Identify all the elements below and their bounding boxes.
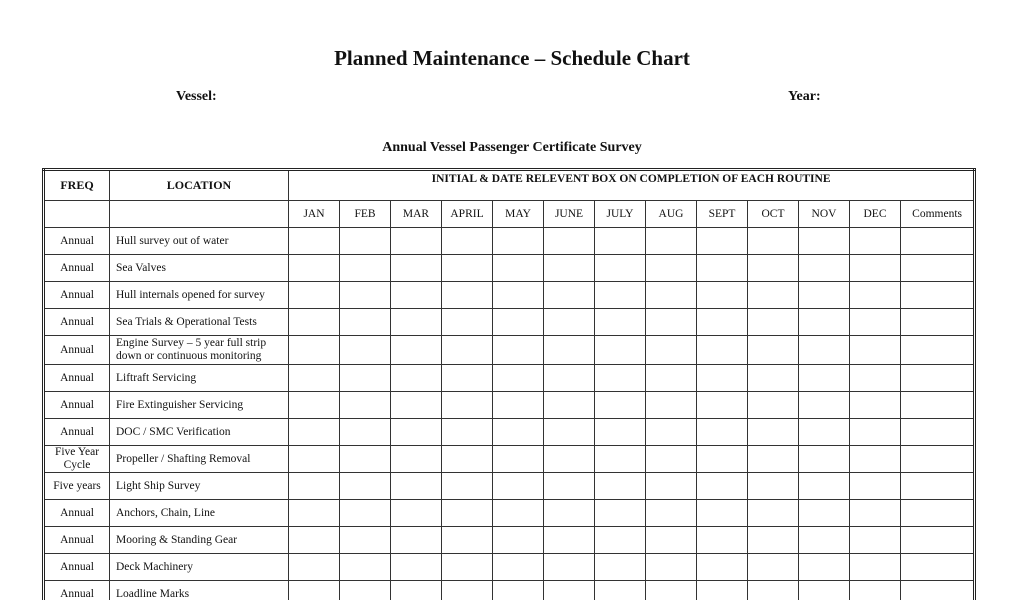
month-entry-cell-july[interactable]	[595, 527, 646, 554]
month-entry-cell-may[interactable]	[493, 392, 544, 419]
table-row	[44, 419, 975, 446]
month-entry-cell-dec[interactable]	[850, 419, 901, 446]
schedule-table	[42, 168, 976, 600]
month-entry-cell-aug[interactable]	[646, 336, 697, 365]
month-entry-cell-oct[interactable]	[748, 419, 799, 446]
month-entry-cell-june[interactable]	[544, 228, 595, 255]
month-entry-cell-mar[interactable]	[391, 228, 442, 255]
month-entry-cell-oct[interactable]	[748, 336, 799, 365]
month-entry-cell-mar[interactable]	[391, 309, 442, 336]
month-entry-cell-aug[interactable]	[646, 309, 697, 336]
month-entry-cell-oct[interactable]	[748, 581, 799, 600]
month-entry-cell-nov[interactable]	[799, 255, 850, 282]
month-entry-cell-may[interactable]	[493, 255, 544, 282]
month-entry-cell-july[interactable]	[595, 446, 646, 473]
month-entry-cell-june[interactable]	[544, 336, 595, 365]
comments-cell[interactable]	[901, 473, 975, 500]
month-entry-cell-june[interactable]	[544, 446, 595, 473]
month-entry-cell-nov[interactable]	[799, 282, 850, 309]
month-entry-cell-july[interactable]	[595, 554, 646, 581]
month-entry-cell-oct[interactable]	[748, 392, 799, 419]
month-entry-cell-feb[interactable]	[340, 365, 391, 392]
month-entry-cell-april[interactable]	[442, 581, 493, 600]
month-entry-cell-dec[interactable]	[850, 228, 901, 255]
month-entry-cell-oct[interactable]	[748, 500, 799, 527]
month-entry-cell-dec[interactable]	[850, 365, 901, 392]
month-entry-cell-may[interactable]	[493, 228, 544, 255]
month-entry-cell-may[interactable]	[493, 365, 544, 392]
table-row	[44, 336, 975, 365]
month-entry-cell-mar[interactable]	[391, 500, 442, 527]
month-entry-cell-april[interactable]	[442, 392, 493, 419]
month-entry-cell-mar[interactable]	[391, 282, 442, 309]
month-header-mar: MAR	[391, 201, 442, 228]
month-entry-cell-sept[interactable]	[697, 581, 748, 600]
month-entry-cell-jan[interactable]	[289, 554, 340, 581]
month-entry-cell-aug[interactable]	[646, 419, 697, 446]
month-entry-cell-jan[interactable]	[289, 365, 340, 392]
month-entry-cell-feb[interactable]	[340, 581, 391, 600]
month-entry-cell-mar[interactable]	[391, 554, 442, 581]
frequency-cell: Five years	[44, 473, 110, 500]
frequency-cell: Annual	[44, 309, 110, 336]
month-entry-cell-feb[interactable]	[340, 228, 391, 255]
month-entry-cell-dec[interactable]	[850, 473, 901, 500]
month-entry-cell-feb[interactable]	[340, 500, 391, 527]
table-row	[44, 446, 975, 473]
header-row	[44, 170, 975, 201]
month-entry-cell-aug[interactable]	[646, 365, 697, 392]
comments-cell[interactable]	[901, 500, 975, 527]
month-entry-cell-april[interactable]	[442, 500, 493, 527]
month-entry-cell-nov[interactable]	[799, 336, 850, 365]
month-entry-cell-july[interactable]	[595, 392, 646, 419]
location-header: LOCATION	[110, 170, 289, 201]
month-entry-cell-feb[interactable]	[340, 419, 391, 446]
month-entry-cell-dec[interactable]	[850, 554, 901, 581]
frequency-cell: Annual	[44, 419, 110, 446]
month-entry-cell-nov[interactable]	[799, 365, 850, 392]
table-row	[44, 309, 975, 336]
month-entry-cell-june[interactable]	[544, 473, 595, 500]
year-label: Year:	[788, 89, 821, 104]
month-entry-cell-july[interactable]	[595, 255, 646, 282]
month-entry-cell-jan[interactable]	[289, 392, 340, 419]
month-entry-cell-may[interactable]	[493, 554, 544, 581]
month-entry-cell-may[interactable]	[493, 309, 544, 336]
month-entry-cell-nov[interactable]	[799, 446, 850, 473]
month-entry-cell-mar[interactable]	[391, 392, 442, 419]
month-entry-cell-jan[interactable]	[289, 309, 340, 336]
month-entry-cell-june[interactable]	[544, 581, 595, 600]
month-entry-cell-april[interactable]	[442, 554, 493, 581]
month-entry-cell-oct[interactable]	[748, 446, 799, 473]
frequency-cell: Annual	[44, 554, 110, 581]
freq-header: FREQ	[44, 170, 110, 201]
month-header-may: MAY	[493, 201, 544, 228]
month-header-oct: OCT	[748, 201, 799, 228]
month-entry-cell-oct[interactable]	[748, 527, 799, 554]
frequency-cell: Annual	[44, 336, 110, 365]
month-entry-cell-aug[interactable]	[646, 255, 697, 282]
month-entry-cell-jan[interactable]	[289, 336, 340, 365]
month-entry-cell-feb[interactable]	[340, 336, 391, 365]
location-cell: Fire Extinguisher Servicing	[110, 392, 289, 419]
month-entry-cell-sept[interactable]	[697, 309, 748, 336]
month-entry-cell-april[interactable]	[442, 419, 493, 446]
month-entry-cell-dec[interactable]	[850, 500, 901, 527]
month-entry-cell-june[interactable]	[544, 365, 595, 392]
month-entry-cell-feb[interactable]	[340, 309, 391, 336]
month-entry-cell-mar[interactable]	[391, 527, 442, 554]
month-entry-cell-jan[interactable]	[289, 473, 340, 500]
month-entry-cell-july[interactable]	[595, 309, 646, 336]
table-row	[44, 527, 975, 554]
table-row	[44, 392, 975, 419]
month-entry-cell-june[interactable]	[544, 282, 595, 309]
month-entry-cell-nov[interactable]	[799, 527, 850, 554]
month-entry-cell-april[interactable]	[442, 365, 493, 392]
vessel-label: Vessel:	[176, 89, 217, 104]
month-entry-cell-feb[interactable]	[340, 282, 391, 309]
location-cell: Hull internals opened for survey	[110, 282, 289, 309]
location-cell: Sea Trials & Operational Tests	[110, 309, 289, 336]
instruction-header: INITIAL & DATE RELEVENT BOX ON COMPLETION OF EACH ROUTINE	[289, 170, 975, 201]
month-entry-cell-june[interactable]	[544, 554, 595, 581]
table-row	[44, 500, 975, 527]
month-entry-cell-sept[interactable]	[697, 473, 748, 500]
month-entry-cell-oct[interactable]	[748, 365, 799, 392]
location-subheader-empty	[110, 201, 289, 228]
month-entry-cell-sept[interactable]	[697, 392, 748, 419]
month-entry-cell-sept[interactable]	[697, 554, 748, 581]
comments-cell[interactable]	[901, 392, 975, 419]
month-entry-cell-july[interactable]	[595, 365, 646, 392]
month-entry-cell-aug[interactable]	[646, 581, 697, 600]
month-entry-cell-dec[interactable]	[850, 309, 901, 336]
comments-cell[interactable]	[901, 336, 975, 365]
month-entry-cell-sept[interactable]	[697, 282, 748, 309]
page-title: Planned Maintenance – Schedule Chart	[334, 46, 690, 70]
comments-cell[interactable]	[901, 419, 975, 446]
month-entry-cell-may[interactable]	[493, 500, 544, 527]
comments-cell[interactable]	[901, 309, 975, 336]
month-entry-cell-jan[interactable]	[289, 255, 340, 282]
location-cell: Sea Valves	[110, 255, 289, 282]
month-entry-cell-nov[interactable]	[799, 309, 850, 336]
month-entry-cell-sept[interactable]	[697, 365, 748, 392]
month-entry-cell-april[interactable]	[442, 282, 493, 309]
location-cell: Deck Machinery	[110, 554, 289, 581]
month-entry-cell-june[interactable]	[544, 500, 595, 527]
month-header-feb: FEB	[340, 201, 391, 228]
month-entry-cell-oct[interactable]	[748, 309, 799, 336]
table-row	[44, 473, 975, 500]
month-entry-cell-dec[interactable]	[850, 527, 901, 554]
month-entry-cell-may[interactable]	[493, 336, 544, 365]
comments-cell[interactable]	[901, 581, 975, 600]
month-entry-cell-feb[interactable]	[340, 392, 391, 419]
month-entry-cell-aug[interactable]	[646, 228, 697, 255]
survey-subtitle: Annual Vessel Passenger Certificate Survey	[382, 140, 642, 155]
location-cell: Loadline Marks	[110, 581, 289, 600]
comments-cell[interactable]	[901, 228, 975, 255]
month-entry-cell-nov[interactable]	[799, 500, 850, 527]
month-entry-cell-dec[interactable]	[850, 446, 901, 473]
month-entry-cell-jan[interactable]	[289, 282, 340, 309]
schedule-body	[44, 228, 975, 600]
month-entry-cell-april[interactable]	[442, 228, 493, 255]
month-header-dec: DEC	[850, 201, 901, 228]
month-entry-cell-feb[interactable]	[340, 527, 391, 554]
frequency-cell: Five Year Cycle	[44, 446, 110, 473]
month-header-nov: NOV	[799, 201, 850, 228]
month-entry-cell-july[interactable]	[595, 500, 646, 527]
comments-cell[interactable]	[901, 527, 975, 554]
month-entry-cell-feb[interactable]	[340, 554, 391, 581]
month-entry-cell-jan[interactable]	[289, 446, 340, 473]
frequency-cell: Annual	[44, 365, 110, 392]
month-entry-cell-feb[interactable]	[340, 446, 391, 473]
month-entry-cell-sept[interactable]	[697, 527, 748, 554]
location-cell: Propeller / Shafting Removal	[110, 446, 289, 473]
month-entry-cell-june[interactable]	[544, 309, 595, 336]
month-entry-cell-mar[interactable]	[391, 255, 442, 282]
location-cell: Liftraft Servicing	[110, 365, 289, 392]
month-entry-cell-feb[interactable]	[340, 255, 391, 282]
frequency-cell: Annual	[44, 500, 110, 527]
month-entry-cell-nov[interactable]	[799, 581, 850, 600]
location-cell: Light Ship Survey	[110, 473, 289, 500]
comments-cell[interactable]	[901, 365, 975, 392]
month-entry-cell-may[interactable]	[493, 446, 544, 473]
month-entry-cell-mar[interactable]	[391, 581, 442, 600]
month-entry-cell-aug[interactable]	[646, 473, 697, 500]
month-entry-cell-july[interactable]	[595, 581, 646, 600]
month-entry-cell-oct[interactable]	[748, 473, 799, 500]
month-entry-cell-mar[interactable]	[391, 365, 442, 392]
month-entry-cell-july[interactable]	[595, 473, 646, 500]
month-entry-cell-april[interactable]	[442, 309, 493, 336]
freq-subheader-empty	[44, 201, 110, 228]
month-entry-cell-dec[interactable]	[850, 255, 901, 282]
month-entry-cell-oct[interactable]	[748, 282, 799, 309]
month-entry-cell-sept[interactable]	[697, 336, 748, 365]
frequency-cell: Annual	[44, 282, 110, 309]
comments-cell[interactable]	[901, 282, 975, 309]
month-entry-cell-sept[interactable]	[697, 419, 748, 446]
month-header-june: JUNE	[544, 201, 595, 228]
month-entry-cell-nov[interactable]	[799, 419, 850, 446]
location-cell: Hull survey out of water	[110, 228, 289, 255]
month-entry-cell-july[interactable]	[595, 336, 646, 365]
month-entry-cell-aug[interactable]	[646, 282, 697, 309]
comments-cell[interactable]	[901, 446, 975, 473]
month-header-jan: JAN	[289, 201, 340, 228]
month-entry-cell-jan[interactable]	[289, 527, 340, 554]
table-row	[44, 365, 975, 392]
month-entry-cell-nov[interactable]	[799, 554, 850, 581]
comments-cell[interactable]	[901, 255, 975, 282]
month-entry-cell-sept[interactable]	[697, 446, 748, 473]
month-entry-cell-july[interactable]	[595, 419, 646, 446]
month-entry-cell-april[interactable]	[442, 336, 493, 365]
table-row	[44, 554, 975, 581]
frequency-cell: Annual	[44, 581, 110, 600]
month-entry-cell-sept[interactable]	[697, 228, 748, 255]
month-entry-cell-dec[interactable]	[850, 282, 901, 309]
month-header-aug: AUG	[646, 201, 697, 228]
month-entry-cell-may[interactable]	[493, 282, 544, 309]
month-entry-cell-may[interactable]	[493, 473, 544, 500]
month-entry-cell-dec[interactable]	[850, 581, 901, 600]
month-entry-cell-aug[interactable]	[646, 446, 697, 473]
month-entry-cell-june[interactable]	[544, 392, 595, 419]
month-entry-cell-nov[interactable]	[799, 473, 850, 500]
month-entry-cell-june[interactable]	[544, 527, 595, 554]
table-row	[44, 228, 975, 255]
month-entry-cell-mar[interactable]	[391, 419, 442, 446]
month-entry-cell-sept[interactable]	[697, 500, 748, 527]
month-entry-cell-mar[interactable]	[391, 473, 442, 500]
month-entry-cell-may[interactable]	[493, 527, 544, 554]
comments-header: Comments	[901, 201, 975, 228]
month-entry-cell-dec[interactable]	[850, 336, 901, 365]
month-entry-cell-may[interactable]	[493, 581, 544, 600]
comments-cell[interactable]	[901, 554, 975, 581]
month-entry-cell-nov[interactable]	[799, 228, 850, 255]
month-entry-cell-july[interactable]	[595, 282, 646, 309]
month-entry-cell-mar[interactable]	[391, 446, 442, 473]
month-entry-cell-july[interactable]	[595, 228, 646, 255]
location-cell: Engine Survey – 5 year full strip down or continuous monitoring	[110, 336, 289, 365]
month-entry-cell-oct[interactable]	[748, 255, 799, 282]
month-entry-cell-oct[interactable]	[748, 228, 799, 255]
location-cell: DOC / SMC Verification	[110, 419, 289, 446]
month-entry-cell-may[interactable]	[493, 419, 544, 446]
month-entry-cell-april[interactable]	[442, 446, 493, 473]
month-header-july: JULY	[595, 201, 646, 228]
month-entry-cell-aug[interactable]	[646, 527, 697, 554]
month-entry-cell-jan[interactable]	[289, 500, 340, 527]
frequency-cell: Annual	[44, 527, 110, 554]
location-cell: Mooring & Standing Gear	[110, 527, 289, 554]
table-row	[44, 282, 975, 309]
month-entry-cell-aug[interactable]	[646, 392, 697, 419]
table-row	[44, 255, 975, 282]
month-entry-cell-sept[interactable]	[697, 255, 748, 282]
month-entry-cell-aug[interactable]	[646, 500, 697, 527]
month-entry-cell-june[interactable]	[544, 255, 595, 282]
month-entry-cell-nov[interactable]	[799, 392, 850, 419]
frequency-cell: Annual	[44, 392, 110, 419]
month-entry-cell-mar[interactable]	[391, 336, 442, 365]
month-header-row	[44, 201, 975, 228]
month-entry-cell-april[interactable]	[442, 473, 493, 500]
month-entry-cell-oct[interactable]	[748, 554, 799, 581]
month-entry-cell-jan[interactable]	[289, 228, 340, 255]
month-entry-cell-april[interactable]	[442, 527, 493, 554]
location-cell: Anchors, Chain, Line	[110, 500, 289, 527]
month-entry-cell-june[interactable]	[544, 419, 595, 446]
table-row	[44, 581, 975, 600]
month-entry-cell-feb[interactable]	[340, 473, 391, 500]
frequency-cell: Annual	[44, 255, 110, 282]
month-entry-cell-aug[interactable]	[646, 554, 697, 581]
frequency-cell: Annual	[44, 228, 110, 255]
month-header-april: APRIL	[442, 201, 493, 228]
month-entry-cell-jan[interactable]	[289, 419, 340, 446]
month-entry-cell-jan[interactable]	[289, 581, 340, 600]
month-header-sept: SEPT	[697, 201, 748, 228]
month-entry-cell-dec[interactable]	[850, 392, 901, 419]
month-entry-cell-april[interactable]	[442, 255, 493, 282]
